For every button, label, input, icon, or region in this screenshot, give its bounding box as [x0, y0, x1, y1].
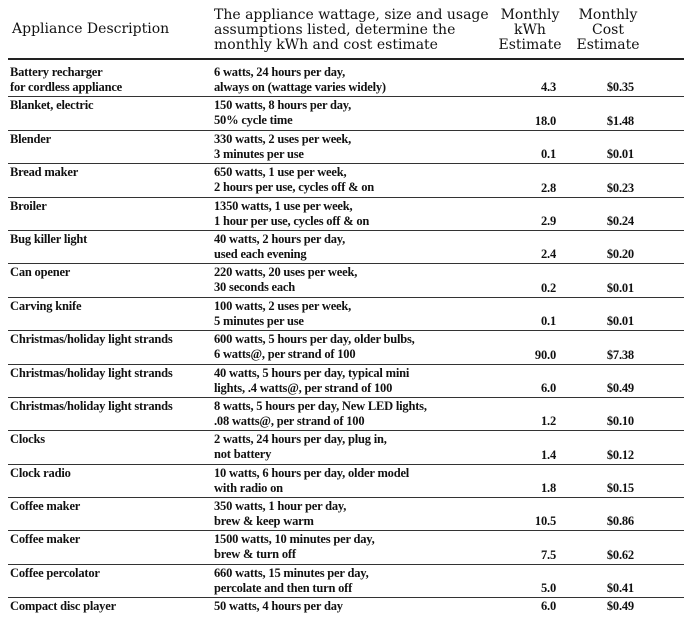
- usage-assumptions: [214, 98, 464, 128]
- monthly-kwh-value: 2.8: [540, 180, 556, 195]
- appliance-description-line: Bug killer light: [10, 231, 88, 246]
- usage-assumptions-line: 5 minutes per use: [214, 313, 304, 328]
- appliance-description: [10, 532, 208, 547]
- appliance-description-line: Blanket, electric: [10, 98, 94, 113]
- monthly-cost-value: $0.01: [606, 147, 634, 162]
- appliance-description-line: Carving knife: [10, 298, 82, 313]
- appliance-description: [10, 332, 208, 347]
- appliance-description-line: Christmas/holiday light strands: [10, 365, 173, 380]
- header-monthly-cost: [572, 8, 644, 53]
- usage-assumptions-line: 3 minutes per use: [214, 146, 304, 161]
- monthly-kwh-value: 0.1: [540, 314, 556, 329]
- header-kwh-line: Monthly: [500, 7, 560, 23]
- table-row: [8, 365, 684, 398]
- usage-assumptions: [214, 332, 464, 362]
- header-kwh-line: kWh: [514, 22, 546, 38]
- header-cost-line: Monthly: [578, 7, 638, 23]
- appliance-description-line: Battery recharger: [10, 65, 103, 79]
- monthly-kwh-value: 6.0: [540, 599, 556, 614]
- usage-assumptions-line: not battery: [214, 447, 272, 462]
- appliance-description: [10, 132, 208, 147]
- usage-assumptions: [214, 65, 464, 95]
- appliance-description-line: Christmas/holiday light strands: [10, 398, 173, 413]
- usage-assumptions: [214, 199, 464, 229]
- usage-assumptions-line: 100 watts, 2 uses per week,: [214, 298, 352, 313]
- table-row: [8, 298, 684, 331]
- header-monthly-kwh: [496, 8, 564, 53]
- monthly-kwh-value: 1.8: [540, 481, 556, 496]
- monthly-cost-value: $0.01: [606, 314, 634, 329]
- usage-assumptions-line: 650 watts, 1 use per week,: [214, 165, 347, 180]
- usage-assumptions: [214, 232, 464, 262]
- appliance-description-line: Can opener: [10, 265, 71, 280]
- monthly-kwh-value: 2.9: [540, 213, 556, 228]
- usage-assumptions-line: 330 watts, 2 uses per week,: [214, 131, 352, 146]
- table-row: [8, 531, 684, 564]
- usage-assumptions: [214, 366, 464, 396]
- monthly-kwh-value: 10.5: [534, 514, 556, 529]
- monthly-cost-value: $0.41: [606, 581, 634, 596]
- appliance-description: [10, 399, 208, 414]
- usage-assumptions-line: 50% cycle time: [214, 113, 293, 128]
- usage-assumptions: [214, 299, 464, 329]
- monthly-kwh-value: 1.4: [540, 447, 556, 462]
- monthly-kwh-value: 5.0: [540, 581, 556, 596]
- appliance-description: [10, 366, 208, 381]
- monthly-cost-value: $0.15: [606, 481, 634, 496]
- appliance-energy-table: [8, 0, 684, 616]
- monthly-kwh-value: 1.2: [540, 414, 556, 429]
- usage-assumptions-line: brew & turn off: [214, 547, 296, 562]
- appliance-description: [10, 499, 208, 514]
- appliance-description-line: Christmas/holiday light strands: [10, 332, 173, 347]
- monthly-kwh-value: 18.0: [534, 113, 556, 128]
- header-kwh-line: Estimate: [498, 37, 562, 53]
- monthly-cost-value: $0.24: [606, 213, 634, 228]
- monthly-cost-value: $0.49: [606, 380, 634, 395]
- usage-assumptions-line: 6 watts, 24 hours per day,: [214, 65, 346, 79]
- usage-assumptions-line: lights, .4 watts@, per strand of 100: [214, 380, 393, 395]
- usage-assumptions-line: percolate and then turn off: [214, 580, 353, 595]
- appliance-description-line: Compact disc player: [10, 599, 116, 614]
- usage-assumptions-line: .08 watts@, per strand of 100: [214, 413, 365, 428]
- appliance-description: [10, 165, 208, 180]
- monthly-cost-value: $0.12: [606, 447, 634, 462]
- header-cost-line: Cost: [592, 22, 624, 38]
- header-assumptions-line: monthly kWh and cost estimate: [214, 37, 438, 53]
- header-description-text: Appliance Description: [12, 21, 170, 37]
- table-row: [8, 64, 684, 97]
- usage-assumptions-line: 220 watts, 20 uses per week,: [214, 265, 358, 280]
- appliance-description: [10, 566, 208, 581]
- appliance-description: [10, 466, 208, 481]
- usage-assumptions: [214, 599, 464, 614]
- header-appliance-description: [12, 22, 169, 37]
- table-row: [8, 231, 684, 264]
- usage-assumptions: [214, 466, 464, 496]
- usage-assumptions-line: 40 watts, 2 hours per day,: [214, 231, 346, 246]
- appliance-description-line: Bread maker: [10, 165, 79, 180]
- monthly-cost-value: $0.49: [606, 599, 634, 614]
- appliance-description-line: Blender: [10, 131, 51, 146]
- usage-assumptions-line: 2 hours per use, cycles off & on: [214, 180, 375, 195]
- usage-assumptions-line: 6 watts@, per strand of 100: [214, 347, 356, 362]
- table-row: [8, 164, 684, 197]
- table-body: [8, 64, 684, 632]
- appliance-description-line: Coffee maker: [10, 499, 81, 514]
- monthly-cost-value: $0.01: [606, 280, 634, 295]
- appliance-description-line: Clock radio: [10, 465, 71, 480]
- header-divider: [8, 58, 684, 60]
- usage-assumptions-line: 600 watts, 5 hours per day, older bulbs,: [214, 332, 415, 347]
- usage-assumptions-line: 30 seconds each: [214, 280, 296, 295]
- table-row: [8, 431, 684, 464]
- usage-assumptions: [214, 432, 464, 462]
- monthly-cost-value: $0.10: [606, 414, 634, 429]
- monthly-kwh-value: 0.2: [540, 280, 556, 295]
- usage-assumptions-line: 50 watts, 4 hours per day: [214, 599, 343, 614]
- appliance-description: [10, 232, 208, 247]
- appliance-description-line: for cordless appliance: [10, 80, 123, 94]
- header-assumptions: [214, 8, 489, 53]
- usage-assumptions-line: used each evening: [214, 246, 307, 261]
- table-row: [8, 97, 684, 130]
- usage-assumptions-line: 660 watts, 15 minutes per day,: [214, 565, 369, 580]
- appliance-description: [10, 65, 208, 95]
- usage-assumptions: [214, 265, 464, 295]
- usage-assumptions-line: 1 hour per use, cycles off & on: [214, 213, 370, 228]
- appliance-description: [10, 432, 208, 447]
- header-assumptions-line: assumptions listed, determine the: [214, 22, 456, 38]
- usage-assumptions-line: 1350 watts, 1 use per week,: [214, 198, 353, 213]
- header-assumptions-line: The appliance wattage, size and usage: [214, 7, 489, 23]
- monthly-cost-value: $0.20: [606, 247, 634, 262]
- table-row: [8, 398, 684, 431]
- monthly-kwh-value: 7.5: [540, 547, 556, 562]
- monthly-kwh-value: 6.0: [540, 380, 556, 395]
- table-row: [8, 131, 684, 164]
- monthly-kwh-value: 2.4: [540, 247, 556, 262]
- table-row: [8, 565, 684, 598]
- usage-assumptions-line: 10 watts, 6 hours per day, older model: [214, 465, 410, 480]
- usage-assumptions-line: 1500 watts, 10 minutes per day,: [214, 532, 375, 547]
- usage-assumptions-line: always on (wattage varies widely): [214, 80, 386, 94]
- monthly-cost-value: $1.48: [606, 113, 634, 128]
- table-row: [8, 331, 684, 364]
- usage-assumptions-line: 40 watts, 5 hours per day, typical mini: [214, 365, 410, 380]
- appliance-description: [10, 299, 208, 314]
- monthly-cost-value: $0.86: [606, 514, 634, 529]
- appliance-description: [10, 98, 208, 113]
- usage-assumptions-line: 8 watts, 5 hours per day, New LED lights,: [214, 398, 427, 413]
- appliance-description: [10, 265, 208, 280]
- usage-assumptions: [214, 132, 464, 162]
- monthly-cost-value: $0.35: [606, 80, 634, 95]
- table-row: [8, 498, 684, 531]
- table-row: [8, 264, 684, 297]
- usage-assumptions: [214, 566, 464, 596]
- monthly-kwh-value: 0.1: [540, 147, 556, 162]
- usage-assumptions-line: with radio on: [214, 480, 283, 495]
- usage-assumptions-line: 2 watts, 24 hours per day, plug in,: [214, 432, 387, 447]
- monthly-cost-value: $7.38: [606, 347, 634, 362]
- usage-assumptions-line: 350 watts, 1 hour per day,: [214, 499, 347, 514]
- table-row: [8, 598, 684, 631]
- monthly-kwh-value: 4.3: [540, 80, 556, 95]
- usage-assumptions: [214, 399, 464, 429]
- appliance-description-line: Clocks: [10, 432, 45, 447]
- appliance-description-line: Coffee percolator: [10, 565, 100, 580]
- usage-assumptions-line: 150 watts, 8 hours per day,: [214, 98, 352, 113]
- appliance-description-line: Broiler: [10, 198, 47, 213]
- usage-assumptions: [214, 499, 464, 529]
- usage-assumptions: [214, 165, 464, 195]
- usage-assumptions-line: brew & keep warm: [214, 514, 314, 529]
- table-row: [8, 465, 684, 498]
- monthly-cost-value: $0.23: [606, 180, 634, 195]
- monthly-cost-value: $0.62: [606, 547, 634, 562]
- monthly-kwh-value: 90.0: [534, 347, 556, 362]
- header-cost-line: Estimate: [576, 37, 640, 53]
- appliance-description: [10, 199, 208, 214]
- table-row: [8, 198, 684, 231]
- appliance-description-line: Coffee maker: [10, 532, 81, 547]
- usage-assumptions: [214, 532, 464, 562]
- appliance-description: [10, 599, 208, 614]
